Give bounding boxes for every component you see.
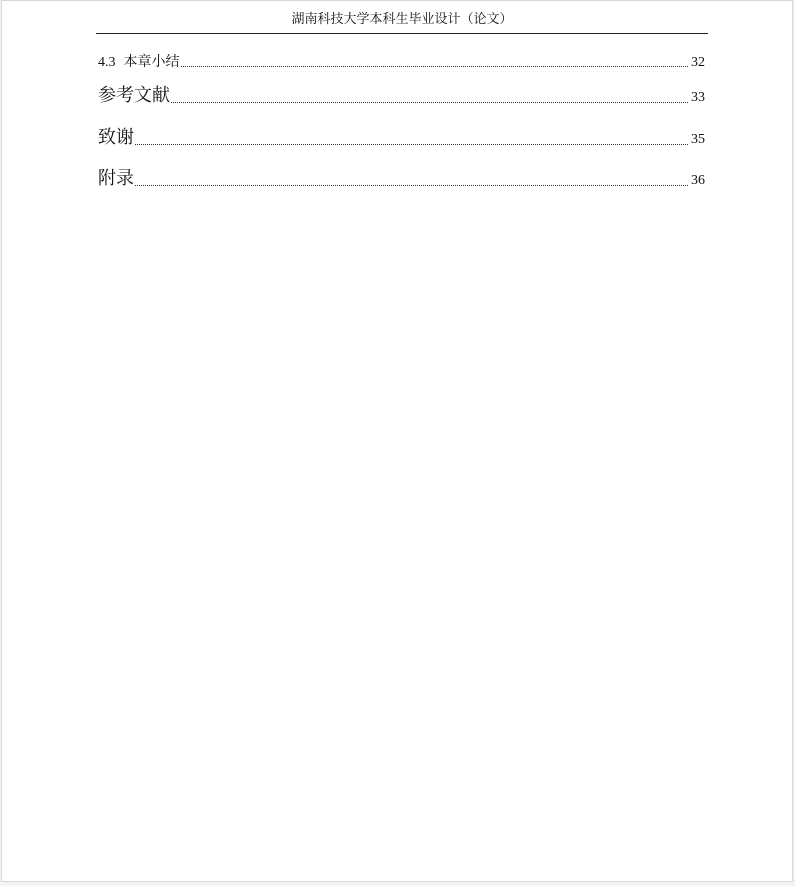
toc-entry-page: 36: [691, 173, 705, 188]
toc-entry-acknowledgements[interactable]: [98, 123, 705, 149]
toc-entry-title: 参考文献: [98, 85, 170, 106]
toc-leader-dots: [171, 102, 688, 103]
document-page: [1, 0, 793, 882]
toc-entry-page: 33: [691, 90, 705, 105]
toc-entry-appendix[interactable]: [98, 164, 705, 190]
toc-entry-page: 35: [691, 132, 705, 147]
toc-entry-number: 4.3: [98, 55, 116, 70]
toc-entry-title: 附录: [98, 168, 134, 189]
toc-entry-title: 4.3 本章小结: [98, 54, 180, 70]
toc-entry-references[interactable]: [98, 81, 705, 107]
header-title: 湖南科技大学本科生毕业设计（论文）: [291, 12, 513, 27]
toc-leader-dots: [135, 185, 688, 186]
toc-entry-4-3[interactable]: [98, 51, 705, 71]
toc-entry-page: 32: [691, 55, 705, 70]
page-header: [96, 11, 708, 34]
toc-leader-dots: [135, 144, 688, 145]
toc-entry-title: 致谢: [98, 127, 134, 148]
toc-leader-dots: [181, 66, 689, 67]
